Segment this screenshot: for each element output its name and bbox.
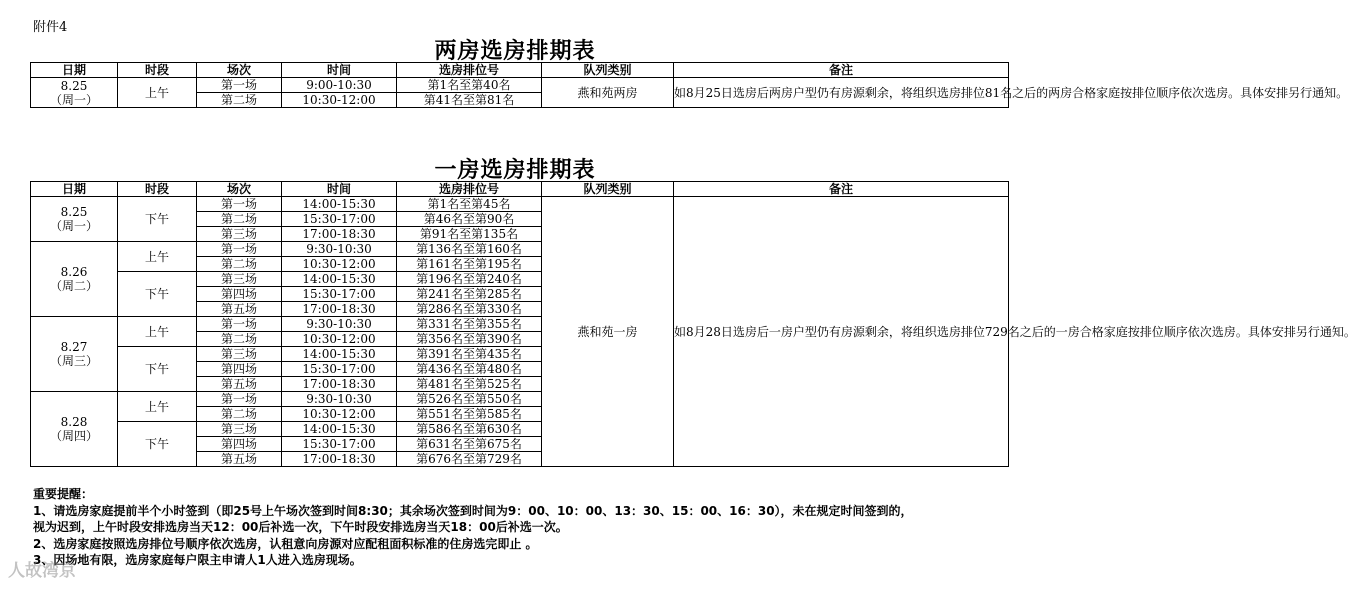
- session-cell: 第四场: [197, 437, 282, 452]
- date-cell: [31, 392, 118, 467]
- period-cell: 下午: [118, 197, 197, 242]
- time-cell: 15:30-17:00: [282, 287, 397, 302]
- header-session: 场次: [197, 182, 282, 197]
- session-cell: 第二场: [197, 332, 282, 347]
- session-cell: 第三场: [197, 422, 282, 437]
- header-queue: 队列类别: [542, 182, 674, 197]
- two-room-schedule-table: [30, 62, 1349, 108]
- range-cell: 第1名至第40名: [397, 78, 542, 93]
- range-cell: 第436名至第480名: [397, 362, 542, 377]
- range-cell: 第41名至第81名: [397, 93, 542, 108]
- range-cell: 第1名至第45名: [397, 197, 542, 212]
- time-cell: 9:00-10:30: [282, 78, 397, 93]
- header-session: 场次: [197, 63, 282, 78]
- header-remark: 备注: [674, 63, 1009, 78]
- period-cell: 下午: [118, 422, 197, 467]
- session-cell: 第一场: [197, 78, 282, 93]
- time-cell: 10:30-12:00: [282, 257, 397, 272]
- date-cell: [31, 197, 118, 242]
- time-cell: 9:30-10:30: [282, 242, 397, 257]
- note-line: 3、因场地有限，选房家庭每户限主申请人1人进入选房现场。: [33, 553, 362, 567]
- table-header-row: [31, 182, 1009, 197]
- range-cell: 第46名至第90名: [397, 212, 542, 227]
- one-room-schedule-table: [30, 181, 1356, 467]
- note-line: 视为迟到，上午时段安排选房当天12：00后补选一次，下午时段安排选房当天18：00后补选一次。: [33, 520, 568, 534]
- range-cell: 第286名至第330名: [397, 302, 542, 317]
- period-cell: 上午: [118, 392, 197, 422]
- date-value: 8.25: [60, 78, 88, 93]
- range-cell: 第481名至第525名: [397, 377, 542, 392]
- range-cell: 第241名至第285名: [397, 287, 542, 302]
- header-period: 时段: [118, 182, 197, 197]
- time-cell: 14:00-15:30: [282, 197, 397, 212]
- session-cell: 第二场: [197, 212, 282, 227]
- header-time: 时间: [282, 182, 397, 197]
- session-cell: 第二场: [197, 93, 282, 108]
- time-cell: 10:30-12:00: [282, 332, 397, 347]
- weekday-value: （周一）: [49, 219, 98, 233]
- date-value: 8.25: [60, 205, 88, 219]
- range-cell: 第631名至第675名: [397, 437, 542, 452]
- session-cell: 第一场: [197, 197, 282, 212]
- session-cell: 第一场: [197, 242, 282, 257]
- table-header-row: [31, 63, 1009, 78]
- period-cell: 下午: [118, 272, 197, 317]
- date-value: 8.27: [60, 340, 88, 354]
- header-range: 选房排位号: [397, 63, 542, 78]
- header-range: 选房排位号: [397, 182, 542, 197]
- session-cell: 第四场: [197, 287, 282, 302]
- note-line: 2、选房家庭按照选房排位号顺序依次选房，认租意向房源对应配租面积标准的住房选完即止 。: [33, 536, 538, 551]
- watermark: 人故湾京: [8, 561, 76, 581]
- important-notes: [33, 486, 1013, 569]
- range-cell: 第391名至第435名: [397, 347, 542, 362]
- time-cell: 10:30-12:00: [282, 93, 397, 108]
- header-date: 日期: [31, 63, 118, 78]
- period-cell: 上午: [118, 78, 197, 108]
- header-remark: 备注: [674, 182, 1009, 197]
- time-cell: 17:00-18:30: [282, 302, 397, 317]
- period-cell: 上午: [118, 317, 197, 347]
- time-cell: 10:30-12:00: [282, 407, 397, 422]
- session-cell: 第五场: [197, 302, 282, 317]
- time-cell: 15:30-17:00: [282, 362, 397, 377]
- session-cell: 第三场: [197, 227, 282, 242]
- session-cell: 第五场: [197, 452, 282, 467]
- session-cell: 第三场: [197, 272, 282, 287]
- time-cell: 14:00-15:30: [282, 347, 397, 362]
- range-cell: 第551名至第585名: [397, 407, 542, 422]
- header-time: 时间: [282, 63, 397, 78]
- queue-cell: 燕和苑两房: [542, 78, 674, 108]
- remark-cell: 如8月28日选房后一房户型仍有房源剩余，将组织选房排位729名之后的一房合格家庭按排位顺序依次选房。具体安排另行通知。: [674, 197, 1009, 467]
- period-cell: 上午: [118, 242, 197, 272]
- note-line: 1、请选房家庭提前半个小时签到（即25号上午场次签到时间8:30；其余场次签到时间为9：00、10：00、13：30、15：00、16：30），未在规定时间签到的，: [33, 503, 913, 518]
- date-cell: [31, 78, 118, 108]
- range-cell: 第526名至第550名: [397, 392, 542, 407]
- time-cell: 17:00-18:30: [282, 377, 397, 392]
- two-room-title: 两房选房排期表: [434, 39, 596, 64]
- date-cell: [31, 317, 118, 392]
- range-cell: 第161名至第195名: [397, 257, 542, 272]
- session-cell: 第一场: [197, 392, 282, 407]
- table-row: [31, 197, 1009, 212]
- session-cell: 第二场: [197, 407, 282, 422]
- header-date: 日期: [31, 182, 118, 197]
- date-value: 8.26: [60, 265, 88, 279]
- time-cell: 15:30-17:00: [282, 437, 397, 452]
- range-cell: 第676名至第729名: [397, 452, 542, 467]
- range-cell: 第91名至第135名: [397, 227, 542, 242]
- range-cell: 第356名至第390名: [397, 332, 542, 347]
- attachment-label: 附件4: [33, 20, 68, 35]
- range-cell: 第586名至第630名: [397, 422, 542, 437]
- table-row: [31, 78, 1009, 93]
- session-cell: 第四场: [197, 362, 282, 377]
- session-cell: 第二场: [197, 257, 282, 272]
- weekday-value: （周一）: [49, 92, 98, 107]
- header-queue: 队列类别: [542, 63, 674, 78]
- range-cell: 第331名至第355名: [397, 317, 542, 332]
- queue-cell: 燕和苑一房: [542, 197, 674, 467]
- weekday-value: （周四）: [49, 429, 98, 443]
- date-value: 8.28: [60, 415, 88, 429]
- time-cell: 17:00-18:30: [282, 452, 397, 467]
- weekday-value: （周三）: [49, 354, 98, 368]
- header-period: 时段: [118, 63, 197, 78]
- session-cell: 第五场: [197, 377, 282, 392]
- session-cell: 第一场: [197, 317, 282, 332]
- weekday-value: （周二）: [49, 279, 98, 293]
- time-cell: 17:00-18:30: [282, 227, 397, 242]
- period-cell: 下午: [118, 347, 197, 392]
- time-cell: 9:30-10:30: [282, 317, 397, 332]
- range-cell: 第196名至第240名: [397, 272, 542, 287]
- notes-heading: 重要提醒：: [33, 487, 94, 501]
- remark-cell: 如8月25日选房后两房户型仍有房源剩余，将组织选房排位81名之后的两房合格家庭按排位顺序依次选房。具体安排另行通知。: [674, 78, 1009, 108]
- date-cell: [31, 242, 118, 317]
- session-cell: 第三场: [197, 347, 282, 362]
- time-cell: 14:00-15:30: [282, 422, 397, 437]
- time-cell: 15:30-17:00: [282, 212, 397, 227]
- time-cell: 14:00-15:30: [282, 272, 397, 287]
- time-cell: 9:30-10:30: [282, 392, 397, 407]
- range-cell: 第136名至第160名: [397, 242, 542, 257]
- one-room-title: 一房选房排期表: [434, 158, 596, 183]
